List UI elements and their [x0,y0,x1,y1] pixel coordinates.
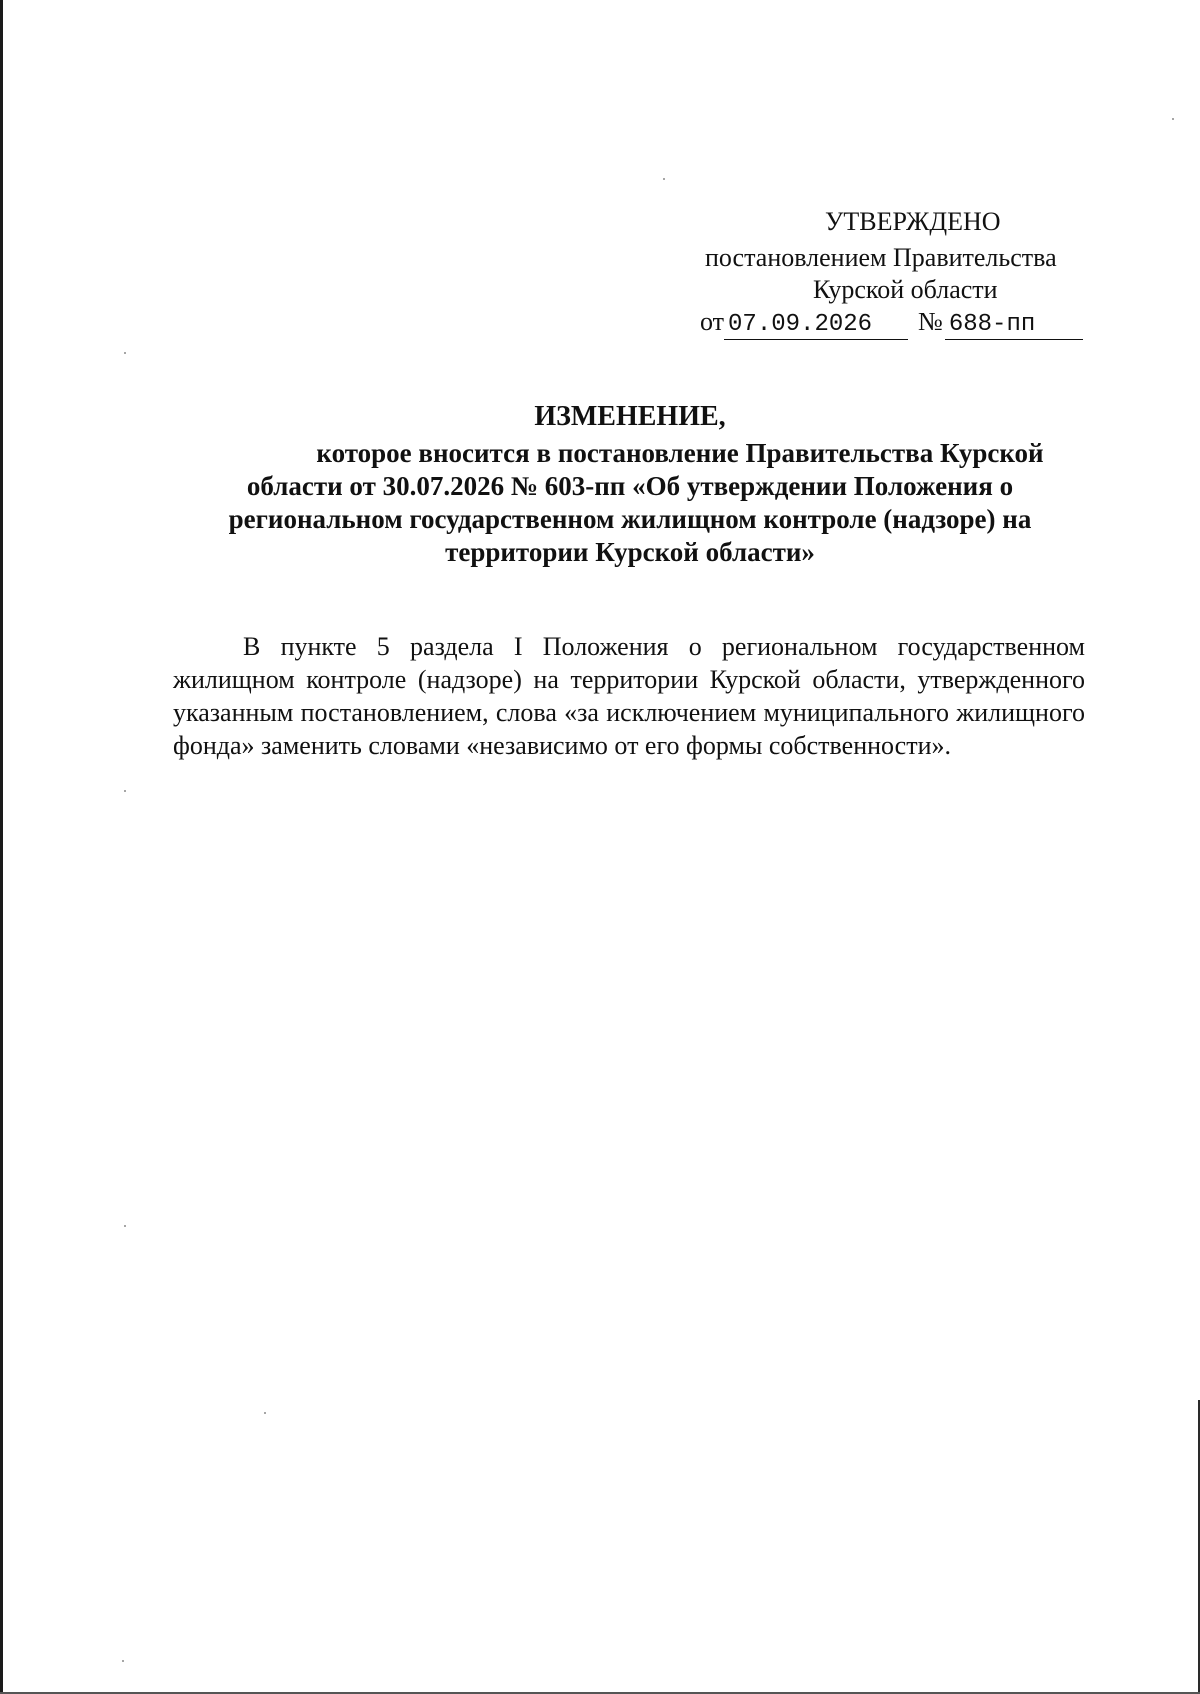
scan-speck [264,1412,266,1414]
document-subtitle-line-3: региональном государственном жилищном контроле (надзоре) на [228,504,1032,534]
approval-number-field: 688-пп [945,311,1083,340]
body-paragraph: В пункте 5 раздела I Положения о региональном государственном жилищном контроле (надзоре) на территории Курской области, утвержденного указанным постановлением, слова «за исключением муниципального жилищного фонда» заменить словами «независимо от его формы собственности». [173,632,1085,760]
scan-speck [124,790,126,792]
approval-from-label: от [700,307,725,336]
scan-speck [122,1660,124,1662]
approval-date-number-line [700,306,1083,340]
approval-line-resolution: постановлением Правительства [705,243,1057,272]
approval-heading: УТВЕРЖДЕНО [825,207,1001,236]
document-title: ИЗМЕНЕНИЕ, [534,401,726,432]
approval-date-field: 07.09.2026 [724,311,908,340]
approval-line-region: Курской области [813,275,998,304]
scan-left-edge [0,0,3,1694]
document-subtitle-line-1: которое вносится в постановление Правительства Курской [316,438,1044,468]
scan-speck [124,1225,126,1227]
document-subtitle-line-4: территории Курской области» [445,537,815,567]
document-subtitle-line-2: области от 30.07.2026 № 603-пп «Об утверждении Положения о [246,471,1014,501]
approval-number-label: № [918,307,943,336]
scan-speck [663,178,665,180]
scan-speck [124,352,126,354]
scan-speck [1172,118,1174,120]
